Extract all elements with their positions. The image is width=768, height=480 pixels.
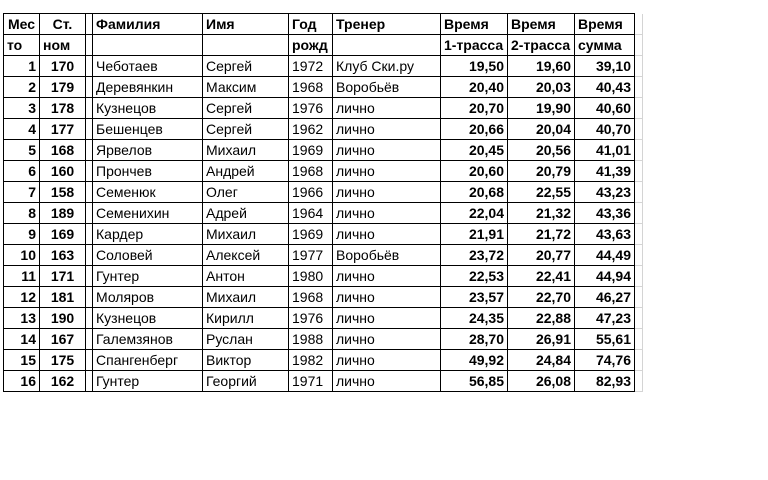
year-cell[interactable]: 1968 — [289, 287, 333, 308]
place-cell[interactable]: 4 — [4, 119, 40, 140]
bib-cell[interactable]: 171 — [40, 266, 86, 287]
year-cell[interactable]: 1969 — [289, 224, 333, 245]
name-cell[interactable]: Максим — [203, 77, 289, 98]
run2-time-cell[interactable]: 22,55 — [508, 182, 575, 203]
coach-cell[interactable]: лично — [333, 350, 441, 371]
empty-cell[interactable] — [635, 98, 643, 119]
bib-cell[interactable]: 177 — [40, 119, 86, 140]
run2-time-cell[interactable]: 22,70 — [508, 287, 575, 308]
year-cell[interactable]: 1976 — [289, 98, 333, 119]
place-cell[interactable]: 11 — [4, 266, 40, 287]
surname-cell[interactable]: Кузнецов — [93, 308, 203, 329]
total-time-cell[interactable]: 82,93 — [575, 371, 635, 392]
total-time-cell[interactable]: 47,23 — [575, 308, 635, 329]
empty-cell[interactable] — [635, 287, 643, 308]
bib-cell[interactable]: 163 — [40, 245, 86, 266]
coach-cell[interactable]: лично — [333, 224, 441, 245]
table-row — [4, 119, 643, 140]
header-cell[interactable]: сумма — [575, 35, 635, 56]
header-cell[interactable]: ном — [40, 35, 86, 56]
coach-cell[interactable]: лично — [333, 308, 441, 329]
table-row — [4, 98, 643, 119]
spacer-cell[interactable] — [86, 329, 93, 350]
total-time-cell[interactable]: 44,49 — [575, 245, 635, 266]
total-time-cell[interactable]: 44,94 — [575, 266, 635, 287]
table-row — [4, 77, 643, 98]
name-cell[interactable]: Кирилл — [203, 308, 289, 329]
place-cell[interactable]: 12 — [4, 287, 40, 308]
spacer-cell[interactable] — [86, 224, 93, 245]
coach-cell[interactable]: Воробьёв — [333, 77, 441, 98]
header-row-2 — [4, 35, 643, 56]
name-cell[interactable]: Сергей — [203, 56, 289, 77]
bib-cell[interactable]: 160 — [40, 161, 86, 182]
surname-cell[interactable]: Моляров — [93, 287, 203, 308]
run1-time-cell[interactable]: 22,04 — [441, 203, 508, 224]
coach-cell[interactable]: лично — [333, 119, 441, 140]
table-row — [4, 182, 643, 203]
run1-time-cell[interactable]: 20,40 — [441, 77, 508, 98]
table-row — [4, 308, 643, 329]
bib-cell[interactable]: 167 — [40, 329, 86, 350]
coach-cell[interactable]: лично — [333, 161, 441, 182]
place-cell[interactable]: 5 — [4, 140, 40, 161]
spacer-cell[interactable] — [86, 14, 93, 35]
empty-cell[interactable] — [635, 329, 643, 350]
name-cell[interactable]: Михаил — [203, 224, 289, 245]
run2-time-cell[interactable]: 19,60 — [508, 56, 575, 77]
year-cell[interactable]: 1968 — [289, 161, 333, 182]
total-time-cell[interactable]: 43,23 — [575, 182, 635, 203]
spacer-cell[interactable] — [86, 35, 93, 56]
total-time-cell[interactable]: 55,61 — [575, 329, 635, 350]
coach-cell[interactable]: лично — [333, 371, 441, 392]
name-cell[interactable]: Георгий — [203, 371, 289, 392]
total-time-cell[interactable]: 74,76 — [575, 350, 635, 371]
bib-cell[interactable]: 169 — [40, 224, 86, 245]
header-cell[interactable]: Ст. — [40, 14, 86, 35]
spacer-cell[interactable] — [86, 182, 93, 203]
total-time-cell[interactable]: 40,70 — [575, 119, 635, 140]
bib-cell[interactable]: 170 — [40, 56, 86, 77]
header-cell[interactable]: то — [4, 35, 40, 56]
year-cell[interactable]: 1969 — [289, 140, 333, 161]
surname-cell[interactable]: Спангенберг — [93, 350, 203, 371]
header-cell[interactable] — [93, 35, 203, 56]
run1-time-cell[interactable]: 49,92 — [441, 350, 508, 371]
table-row — [4, 140, 643, 161]
surname-cell[interactable]: Гунтер — [93, 266, 203, 287]
bib-cell[interactable]: 181 — [40, 287, 86, 308]
header-cell[interactable]: Тренер — [333, 14, 441, 35]
empty-cell[interactable] — [635, 245, 643, 266]
year-cell[interactable]: 1972 — [289, 56, 333, 77]
empty-cell[interactable] — [635, 77, 643, 98]
spacer-cell[interactable] — [86, 308, 93, 329]
run1-time-cell[interactable]: 19,50 — [441, 56, 508, 77]
name-cell[interactable]: Руслан — [203, 329, 289, 350]
spacer-cell[interactable] — [86, 245, 93, 266]
name-cell[interactable]: Алексей — [203, 245, 289, 266]
place-cell[interactable]: 2 — [4, 77, 40, 98]
year-cell[interactable]: 1971 — [289, 371, 333, 392]
table-row — [4, 329, 643, 350]
year-cell[interactable]: 1982 — [289, 350, 333, 371]
empty-cell[interactable] — [635, 350, 643, 371]
run1-time-cell[interactable]: 22,53 — [441, 266, 508, 287]
spacer-cell[interactable] — [86, 371, 93, 392]
coach-cell[interactable]: лично — [333, 287, 441, 308]
coach-cell[interactable]: Воробьёв — [333, 245, 441, 266]
run2-time-cell[interactable]: 20,03 — [508, 77, 575, 98]
year-cell[interactable]: 1968 — [289, 77, 333, 98]
run2-time-cell[interactable]: 22,41 — [508, 266, 575, 287]
run1-time-cell[interactable]: 20,45 — [441, 140, 508, 161]
table-body — [4, 56, 643, 392]
spacer-cell[interactable] — [86, 350, 93, 371]
place-cell[interactable]: 3 — [4, 98, 40, 119]
empty-cell[interactable] — [635, 119, 643, 140]
table-header — [4, 14, 643, 56]
total-time-cell[interactable]: 41,01 — [575, 140, 635, 161]
empty-cell[interactable] — [635, 203, 643, 224]
run1-time-cell[interactable]: 23,57 — [441, 287, 508, 308]
run1-time-cell[interactable]: 20,70 — [441, 98, 508, 119]
year-cell[interactable]: 1977 — [289, 245, 333, 266]
total-time-cell[interactable]: 41,39 — [575, 161, 635, 182]
spacer-cell[interactable] — [86, 266, 93, 287]
header-cell[interactable]: Год — [289, 14, 333, 35]
table-row — [4, 287, 643, 308]
name-cell[interactable]: Адрей — [203, 203, 289, 224]
spacer-cell[interactable] — [86, 287, 93, 308]
coach-cell[interactable]: лично — [333, 266, 441, 287]
total-time-cell[interactable]: 39,10 — [575, 56, 635, 77]
header-cell[interactable]: Мес — [4, 14, 40, 35]
run2-time-cell[interactable]: 22,88 — [508, 308, 575, 329]
surname-cell[interactable]: Чеботаев — [93, 56, 203, 77]
surname-cell[interactable]: Галемзянов — [93, 329, 203, 350]
bib-cell[interactable]: 189 — [40, 203, 86, 224]
table-row — [4, 161, 643, 182]
total-time-cell[interactable]: 46,27 — [575, 287, 635, 308]
place-cell[interactable]: 6 — [4, 161, 40, 182]
run2-time-cell[interactable]: 21,72 — [508, 224, 575, 245]
header-cell[interactable]: Фамилия — [93, 14, 203, 35]
name-cell[interactable]: Михаил — [203, 140, 289, 161]
spacer-cell[interactable] — [86, 119, 93, 140]
year-cell[interactable]: 1962 — [289, 119, 333, 140]
coach-cell[interactable]: Клуб Ски.ру — [333, 56, 441, 77]
bib-cell[interactable]: 178 — [40, 98, 86, 119]
year-cell[interactable]: 1980 — [289, 266, 333, 287]
header-cell[interactable]: 2-трасса — [508, 35, 575, 56]
year-cell[interactable]: 1988 — [289, 329, 333, 350]
surname-cell[interactable]: Кардер — [93, 224, 203, 245]
run2-time-cell[interactable]: 19,90 — [508, 98, 575, 119]
year-cell[interactable]: 1966 — [289, 182, 333, 203]
empty-cell[interactable] — [635, 371, 643, 392]
bib-cell[interactable]: 190 — [40, 308, 86, 329]
run2-time-cell[interactable]: 26,91 — [508, 329, 575, 350]
table-row — [4, 224, 643, 245]
name-cell[interactable]: Антон — [203, 266, 289, 287]
name-cell[interactable]: Сергей — [203, 119, 289, 140]
place-cell[interactable]: 15 — [4, 350, 40, 371]
empty-cell[interactable] — [635, 161, 643, 182]
name-cell[interactable]: Виктор — [203, 350, 289, 371]
table-row — [4, 266, 643, 287]
total-time-cell[interactable]: 43,36 — [575, 203, 635, 224]
spacer-cell[interactable] — [86, 56, 93, 77]
header-cell[interactable]: 1-трасса — [441, 35, 508, 56]
table-row — [4, 350, 643, 371]
run2-time-cell[interactable]: 26,08 — [508, 371, 575, 392]
surname-cell[interactable]: Деревянкин — [93, 77, 203, 98]
name-cell[interactable]: Андрей — [203, 161, 289, 182]
run1-time-cell[interactable]: 20,60 — [441, 161, 508, 182]
place-cell[interactable]: 14 — [4, 329, 40, 350]
total-time-cell[interactable]: 40,43 — [575, 77, 635, 98]
run1-time-cell[interactable]: 20,66 — [441, 119, 508, 140]
total-time-cell[interactable]: 43,63 — [575, 224, 635, 245]
empty-cell[interactable] — [635, 140, 643, 161]
run1-time-cell[interactable]: 23,72 — [441, 245, 508, 266]
empty-cell[interactable] — [635, 35, 643, 56]
run2-time-cell[interactable]: 20,77 — [508, 245, 575, 266]
run2-time-cell[interactable]: 24,84 — [508, 350, 575, 371]
surname-cell[interactable]: Прончев — [93, 161, 203, 182]
header-cell[interactable]: Время — [575, 14, 635, 35]
empty-cell[interactable] — [635, 56, 643, 77]
spacer-cell[interactable] — [86, 98, 93, 119]
name-cell[interactable]: Олег — [203, 182, 289, 203]
bib-cell[interactable]: 175 — [40, 350, 86, 371]
spacer-cell[interactable] — [86, 77, 93, 98]
surname-cell[interactable]: Ярвелов — [93, 140, 203, 161]
bib-cell[interactable]: 179 — [40, 77, 86, 98]
coach-cell[interactable]: лично — [333, 203, 441, 224]
place-cell[interactable]: 10 — [4, 245, 40, 266]
header-cell[interactable] — [203, 35, 289, 56]
run1-time-cell[interactable]: 56,85 — [441, 371, 508, 392]
coach-cell[interactable]: лично — [333, 182, 441, 203]
surname-cell[interactable]: Бешенцев — [93, 119, 203, 140]
spacer-cell[interactable] — [86, 140, 93, 161]
run2-time-cell[interactable]: 21,32 — [508, 203, 575, 224]
run2-time-cell[interactable]: 20,04 — [508, 119, 575, 140]
place-cell[interactable]: 8 — [4, 203, 40, 224]
name-cell[interactable]: Сергей — [203, 98, 289, 119]
surname-cell[interactable]: Семенихин — [93, 203, 203, 224]
table-row — [4, 203, 643, 224]
table-row — [4, 371, 643, 392]
results-table — [3, 13, 643, 392]
header-cell[interactable]: рожд — [289, 35, 333, 56]
year-cell[interactable]: 1976 — [289, 308, 333, 329]
header-cell[interactable]: Время — [508, 14, 575, 35]
coach-cell[interactable]: лично — [333, 98, 441, 119]
empty-cell[interactable] — [635, 182, 643, 203]
name-cell[interactable]: Михаил — [203, 287, 289, 308]
bib-cell[interactable]: 158 — [40, 182, 86, 203]
place-cell[interactable]: 7 — [4, 182, 40, 203]
table-row — [4, 56, 643, 77]
run2-time-cell[interactable]: 20,79 — [508, 161, 575, 182]
spacer-cell[interactable] — [86, 161, 93, 182]
year-cell[interactable]: 1964 — [289, 203, 333, 224]
coach-cell[interactable]: лично — [333, 329, 441, 350]
empty-cell[interactable] — [635, 308, 643, 329]
empty-cell[interactable] — [635, 224, 643, 245]
run1-time-cell[interactable]: 28,70 — [441, 329, 508, 350]
place-cell[interactable]: 13 — [4, 308, 40, 329]
run2-time-cell[interactable]: 20,56 — [508, 140, 575, 161]
spacer-cell[interactable] — [86, 203, 93, 224]
header-cell[interactable]: Время — [441, 14, 508, 35]
bib-cell[interactable]: 162 — [40, 371, 86, 392]
surname-cell[interactable]: Гунтер — [93, 371, 203, 392]
surname-cell[interactable]: Соловей — [93, 245, 203, 266]
empty-cell[interactable] — [635, 266, 643, 287]
surname-cell[interactable]: Кузнецов — [93, 98, 203, 119]
table-row — [4, 245, 643, 266]
place-cell[interactable]: 1 — [4, 56, 40, 77]
empty-cell[interactable] — [635, 14, 643, 35]
run1-time-cell[interactable]: 21,91 — [441, 224, 508, 245]
coach-cell[interactable]: лично — [333, 140, 441, 161]
header-cell[interactable] — [333, 35, 441, 56]
surname-cell[interactable]: Семенюк — [93, 182, 203, 203]
header-row-1 — [4, 14, 643, 35]
run1-time-cell[interactable]: 20,68 — [441, 182, 508, 203]
place-cell[interactable]: 16 — [4, 371, 40, 392]
header-cell[interactable]: Имя — [203, 14, 289, 35]
total-time-cell[interactable]: 40,60 — [575, 98, 635, 119]
bib-cell[interactable]: 168 — [40, 140, 86, 161]
run1-time-cell[interactable]: 24,35 — [441, 308, 508, 329]
place-cell[interactable]: 9 — [4, 224, 40, 245]
